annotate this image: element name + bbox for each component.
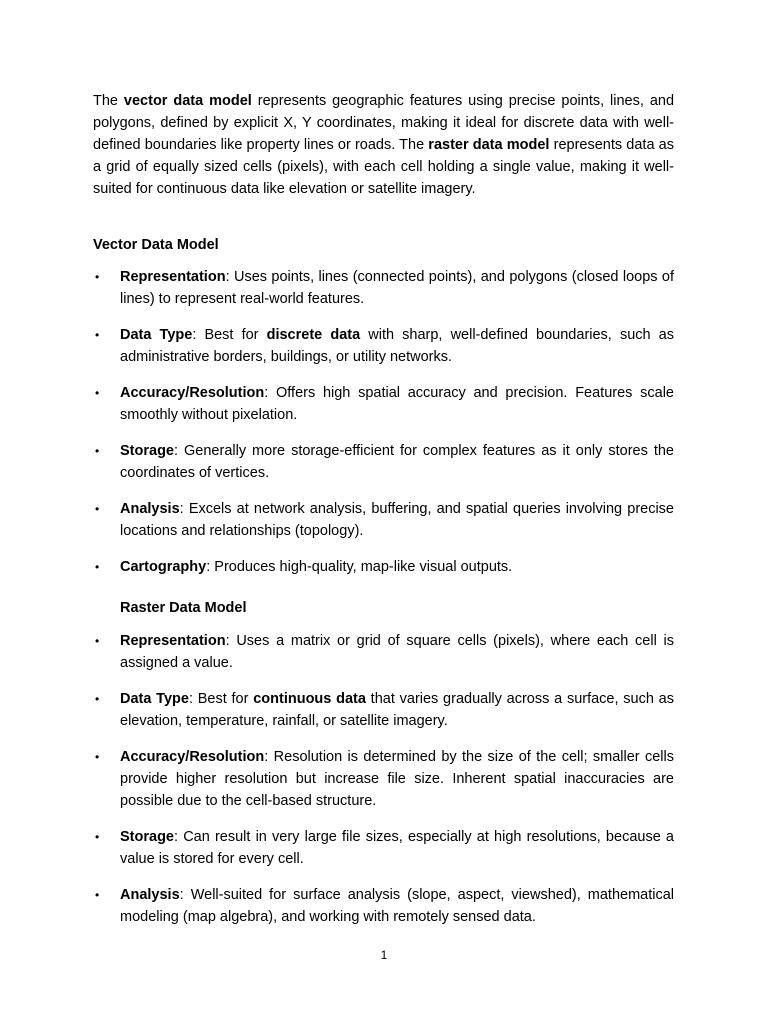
list-item: [93, 498, 674, 542]
section-heading-raster: Raster Data Model: [120, 600, 247, 616]
bullet-term: Accuracy/Resolution: [120, 385, 265, 401]
bullet-term: Storage: [120, 443, 174, 459]
bullet-term: Data Type: [120, 327, 193, 343]
bullet-text: with sharp, well-defined boundaries, such as administrative borders, buildings, or utility networks.: [120, 327, 674, 365]
list-item: [93, 266, 674, 310]
bullet-icon: •: [95, 888, 100, 902]
list-item: [93, 324, 674, 368]
bullet-text-pre: : Best for: [188, 691, 254, 707]
list-item: [93, 382, 674, 426]
page-number: 1: [380, 948, 388, 962]
bullet-term: Representation: [120, 269, 226, 285]
intro-paragraph: [93, 90, 674, 200]
bullet-text: : Uses a matrix or grid of square cells (pixels), where each cell is assigned a value.: [120, 633, 674, 671]
bullet-text: : Excels at network analysis, buffering, and spatial queries involving precise locations and relationships (topology).: [120, 501, 674, 539]
bullet-text: : Produces high-quality, map-like visual outputs.: [206, 559, 513, 575]
bullet-icon: •: [95, 270, 100, 284]
list-item: [93, 440, 674, 484]
bullet-text: : Uses points, lines (connected points), and polygons (closed loops of lines) to represent real-world features.: [120, 269, 674, 307]
list-item: [93, 688, 674, 732]
intro-term-vector: vector data model: [123, 93, 252, 109]
bullet-term: Analysis: [120, 501, 180, 517]
bullet-icon: •: [95, 502, 100, 516]
bullet-text: that varies gradually across a surface, such as elevation, temperature, rainfall, or satellite imagery.: [120, 691, 674, 729]
bullet-emphasis: continuous data: [253, 691, 366, 707]
bullet-text: : Generally more storage-efficient for complex features as it only stores the coordinates of vertices.: [120, 443, 674, 481]
list-item: [93, 884, 674, 928]
raster-bullet-list: [93, 630, 674, 942]
bullet-icon: •: [95, 750, 100, 764]
bullet-text: : Well-suited for surface analysis (slope, aspect, viewshed), mathematical modeling (map algebra), and working with remotely sensed data.: [120, 887, 674, 925]
bullet-icon: •: [95, 692, 100, 706]
list-item: [93, 556, 674, 578]
intro-text-1: The: [93, 93, 124, 109]
bullet-term: Accuracy/Resolution: [120, 749, 265, 765]
intro-term-raster: raster data model: [428, 137, 550, 153]
vector-bullet-list: [93, 266, 674, 592]
bullet-text: : Can result in very large file sizes, especially at high resolutions, because a value is stored for every cell.: [120, 829, 674, 867]
intro-text-3: represents data as a grid of equally sized cells (pixels), with each cell holding a single value, making it well-suited for continuous data like elevation or satellite imagery.: [93, 137, 674, 197]
bullet-icon: •: [95, 560, 100, 574]
bullet-term: Representation: [120, 633, 226, 649]
list-item: [93, 826, 674, 870]
list-item: [93, 630, 674, 674]
bullet-term: Analysis: [120, 887, 180, 903]
bullet-icon: •: [95, 386, 100, 400]
bullet-emphasis: discrete data: [266, 327, 361, 343]
bullet-icon: •: [95, 444, 100, 458]
bullet-term: Cartography: [120, 559, 207, 575]
bullet-icon: •: [95, 830, 100, 844]
intro-text-2: represents geographic features using precise points, lines, and polygons, defined by explicit X, Y coordinates, making it ideal for discrete data with well-defined boundaries like property lines or roads. The: [93, 93, 675, 153]
list-item: [93, 746, 674, 812]
bullet-icon: •: [95, 634, 100, 648]
section-heading-vector: Vector Data Model: [93, 237, 219, 253]
bullet-text: : Resolution is determined by the size of the cell; smaller cells provide higher resolution but increase file size. Inherent spatial inaccuracies are possible due to the cell-based structure.: [120, 749, 674, 809]
bullet-term: Data Type: [120, 691, 189, 707]
bullet-text-pre: : Best for: [192, 327, 267, 343]
bullet-term: Storage: [120, 829, 174, 845]
bullet-icon: •: [95, 328, 100, 342]
bullet-text: : Offers high spatial accuracy and precision. Features scale smoothly without pixelation.: [120, 385, 674, 423]
